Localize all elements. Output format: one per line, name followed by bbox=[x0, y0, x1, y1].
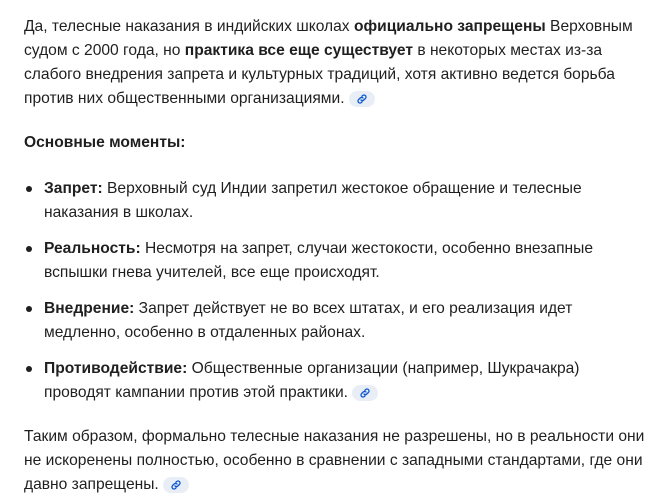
list-item-text: Несмотря на запрет, случаи жестокости, особенно внезапные вспышки гнева учителей, все еще происходят. bbox=[44, 240, 594, 281]
list-item bbox=[24, 357, 649, 405]
list-item bbox=[24, 237, 649, 285]
source-link-chip[interactable] bbox=[352, 385, 378, 401]
intro-text-2: Верховным судом с 2000 года, но bbox=[24, 18, 633, 59]
source-link-chip[interactable] bbox=[349, 91, 375, 107]
list-item bbox=[24, 297, 649, 345]
list-item-title: Реальность: bbox=[44, 240, 141, 257]
link-icon bbox=[356, 93, 368, 105]
conclusion-paragraph bbox=[24, 425, 649, 497]
link-icon bbox=[359, 387, 371, 399]
intro-bold-1: официально запрещены bbox=[353, 18, 546, 35]
list-item-title: Запрет: bbox=[44, 180, 103, 197]
list-item-title: Противодействие: bbox=[44, 360, 188, 377]
conclusion-text: Таким образом, формально телесные наказания не разрешены, но в реальности они не искоренены полностью, особенно в сравнении с западными стандартами, где они давно запрещены. bbox=[24, 428, 645, 493]
link-icon bbox=[170, 479, 182, 491]
list-item bbox=[24, 177, 649, 225]
list-item-text: Общественные организации (например, Шукрачакра) проводят кампании против этой практики. bbox=[44, 360, 580, 401]
section-heading: Основные моменты: bbox=[24, 134, 186, 151]
intro-bold-2: практика все еще существует bbox=[184, 42, 413, 59]
intro-text-3: в некоторых местах из-за слабого внедрения запрета и культурных традиций, хотя активно ведется борьба против них общественными организациями. bbox=[24, 42, 615, 107]
source-link-chip[interactable] bbox=[163, 477, 189, 493]
intro-paragraph bbox=[24, 15, 649, 111]
key-points-list bbox=[24, 177, 649, 405]
intro-text-1: Да, телесные наказания в индийских школах bbox=[24, 18, 354, 35]
list-item-text: Запрет действует не во всех штатах, и его реализация идет медленно, особенно в отдаленных районах. bbox=[44, 300, 573, 341]
list-item-title: Внедрение: bbox=[44, 300, 135, 317]
response-content bbox=[24, 15, 649, 497]
list-item-text: Верховный суд Индии запретил жестокое обращение и телесные наказания в школах. bbox=[44, 180, 582, 221]
